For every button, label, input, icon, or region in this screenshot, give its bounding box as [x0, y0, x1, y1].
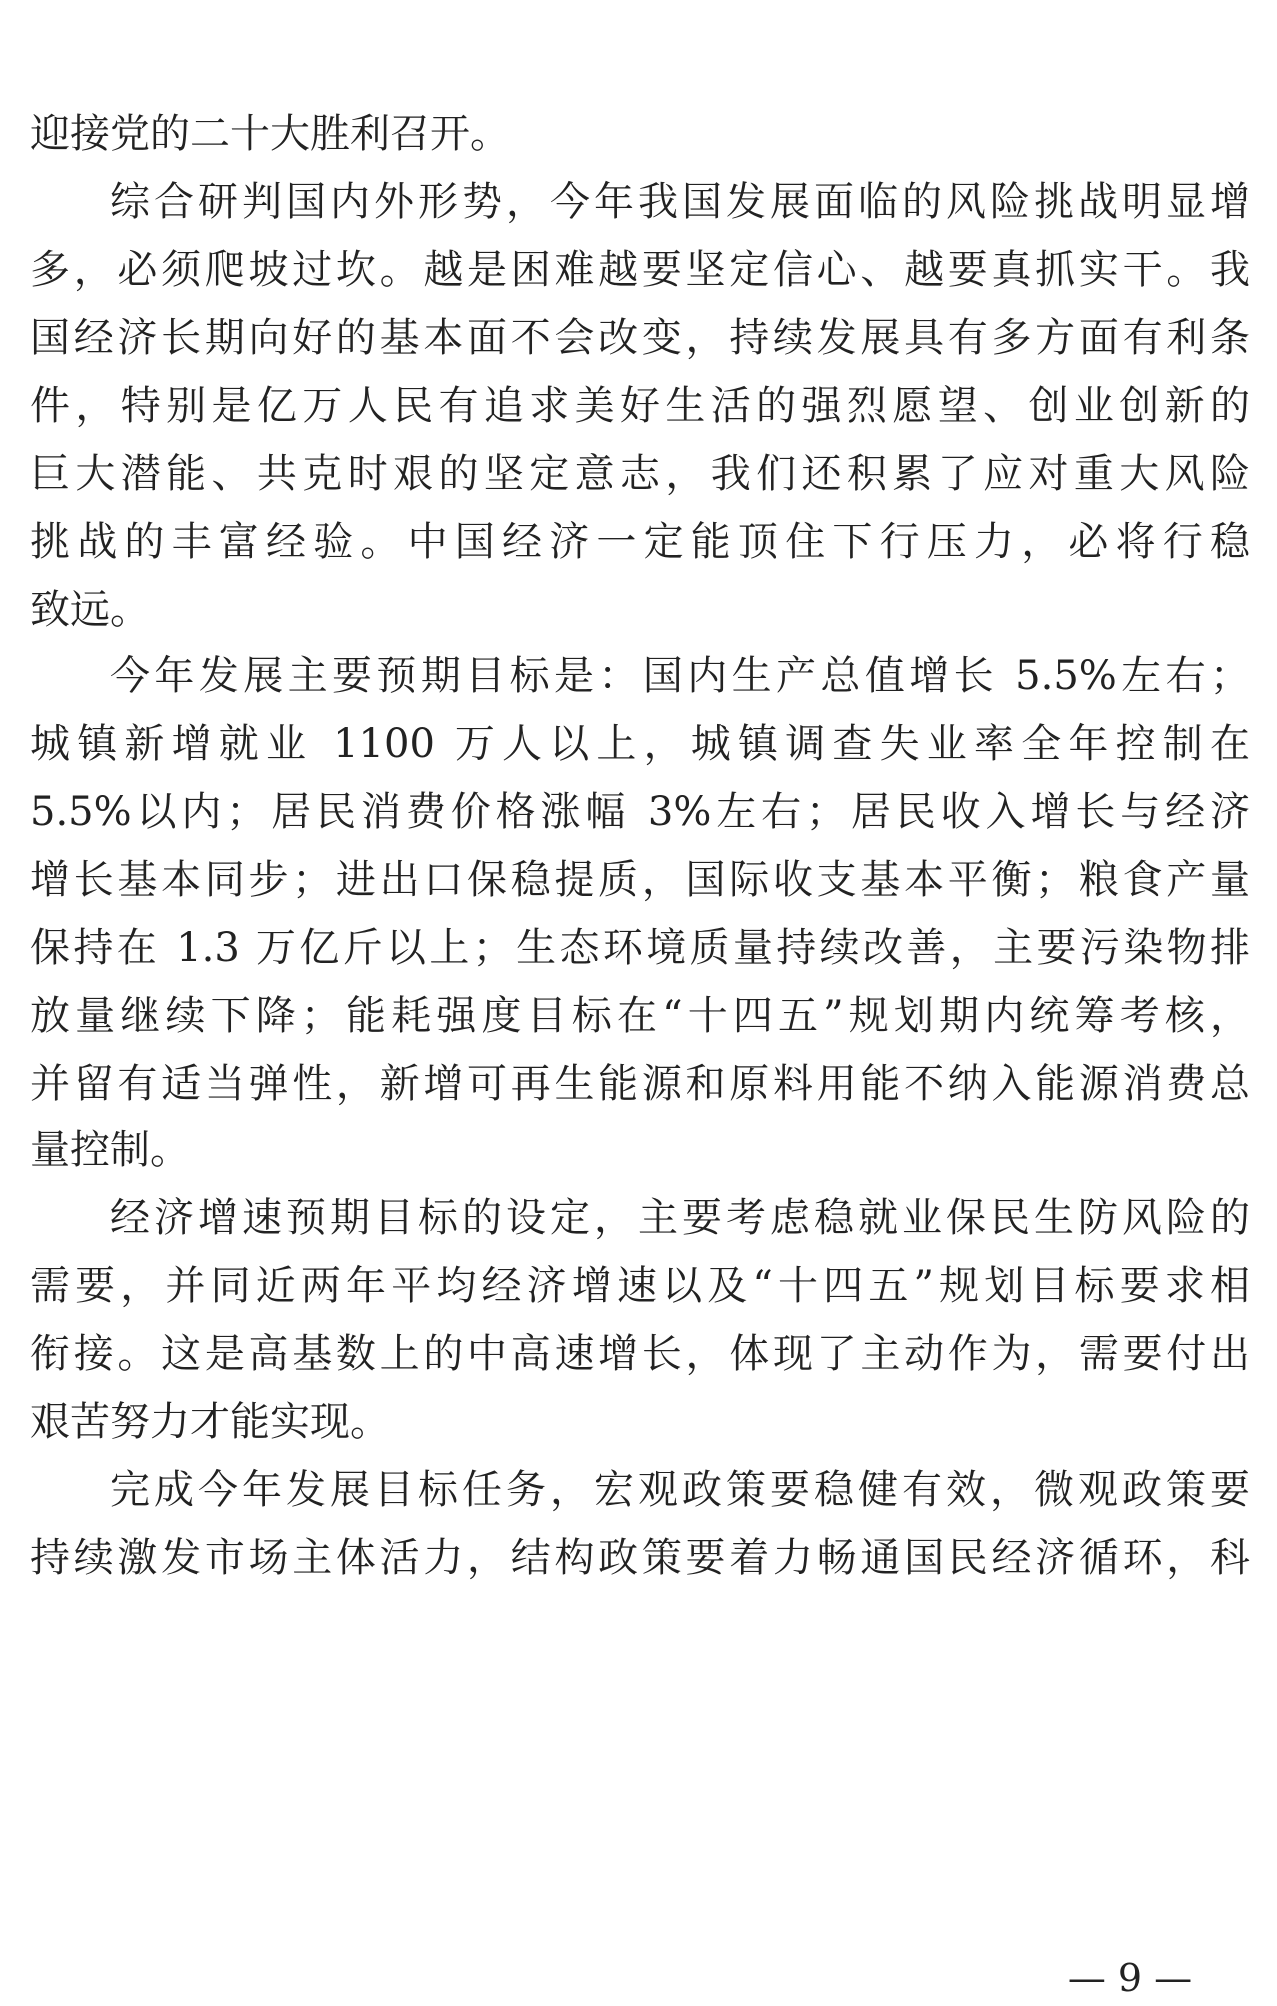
text-line: 致远。 — [30, 587, 150, 633]
text-line: 量控制。 — [30, 1127, 190, 1173]
text-line: 并留有适当弹性，新增可再生能源和原料用能不纳入能源消费总 — [30, 1061, 1250, 1107]
text-line: 多，必须爬坡过坎。越是困难越要坚定信心、越要真抓实干。我 — [30, 247, 1250, 293]
page-number: — 9 — — [1067, 1956, 1193, 2000]
text-line: 持续激发市场主体活力，结构政策要着力畅通国民经济循环，科 — [30, 1535, 1250, 1581]
text-line: 件，特别是亿万人民有追求美好生活的强烈愿望、创业创新的 — [30, 383, 1250, 429]
text-line: 保持在 1.3 万亿斤以上；生态环境质量持续改善，主要污染物排 — [30, 925, 1250, 971]
text-line: 国经济长期向好的基本面不会改变，持续发展具有多方面有利条 — [30, 315, 1250, 361]
text-line: 挑战的丰富经验。中国经济一定能顶住下行压力，必将行稳 — [30, 519, 1250, 565]
text-line: 巨大潜能、共克时艰的坚定意志，我们还积累了应对重大风险 — [30, 451, 1250, 497]
text-line: 需要，并同近两年平均经济增速以及“十四五”规划目标要求相 — [30, 1263, 1250, 1309]
text-line: 放量继续下降；能耗强度目标在“十四五”规划期内统筹考核， — [30, 993, 1250, 1039]
text-line: 迎接党的二十大胜利召开。 — [30, 111, 510, 157]
text-line: 综合研判国内外形势，今年我国发展面临的风险挑战明显增 — [110, 179, 1250, 225]
text-line: 衔接。这是高基数上的中高速增长，体现了主动作为，需要付出 — [30, 1331, 1250, 1377]
text-line: 完成今年发展目标任务，宏观政策要稳健有效，微观政策要 — [110, 1467, 1250, 1513]
text-line: 艰苦努力才能实现。 — [30, 1399, 390, 1445]
text-line: 经济增速预期目标的设定，主要考虑稳就业保民生防风险的 — [110, 1195, 1250, 1241]
text-line: 增长基本同步；进出口保稳提质，国际收支基本平衡；粮食产量 — [30, 857, 1250, 903]
text-line: 5.5%以内；居民消费价格涨幅 3%左右；居民收入增长与经济 — [30, 789, 1250, 835]
text-line: 城镇新增就业 1100 万人以上，城镇调查失业率全年控制在 — [30, 721, 1250, 767]
text-line: 今年发展主要预期目标是：国内生产总值增长 5.5%左右； — [110, 653, 1250, 699]
